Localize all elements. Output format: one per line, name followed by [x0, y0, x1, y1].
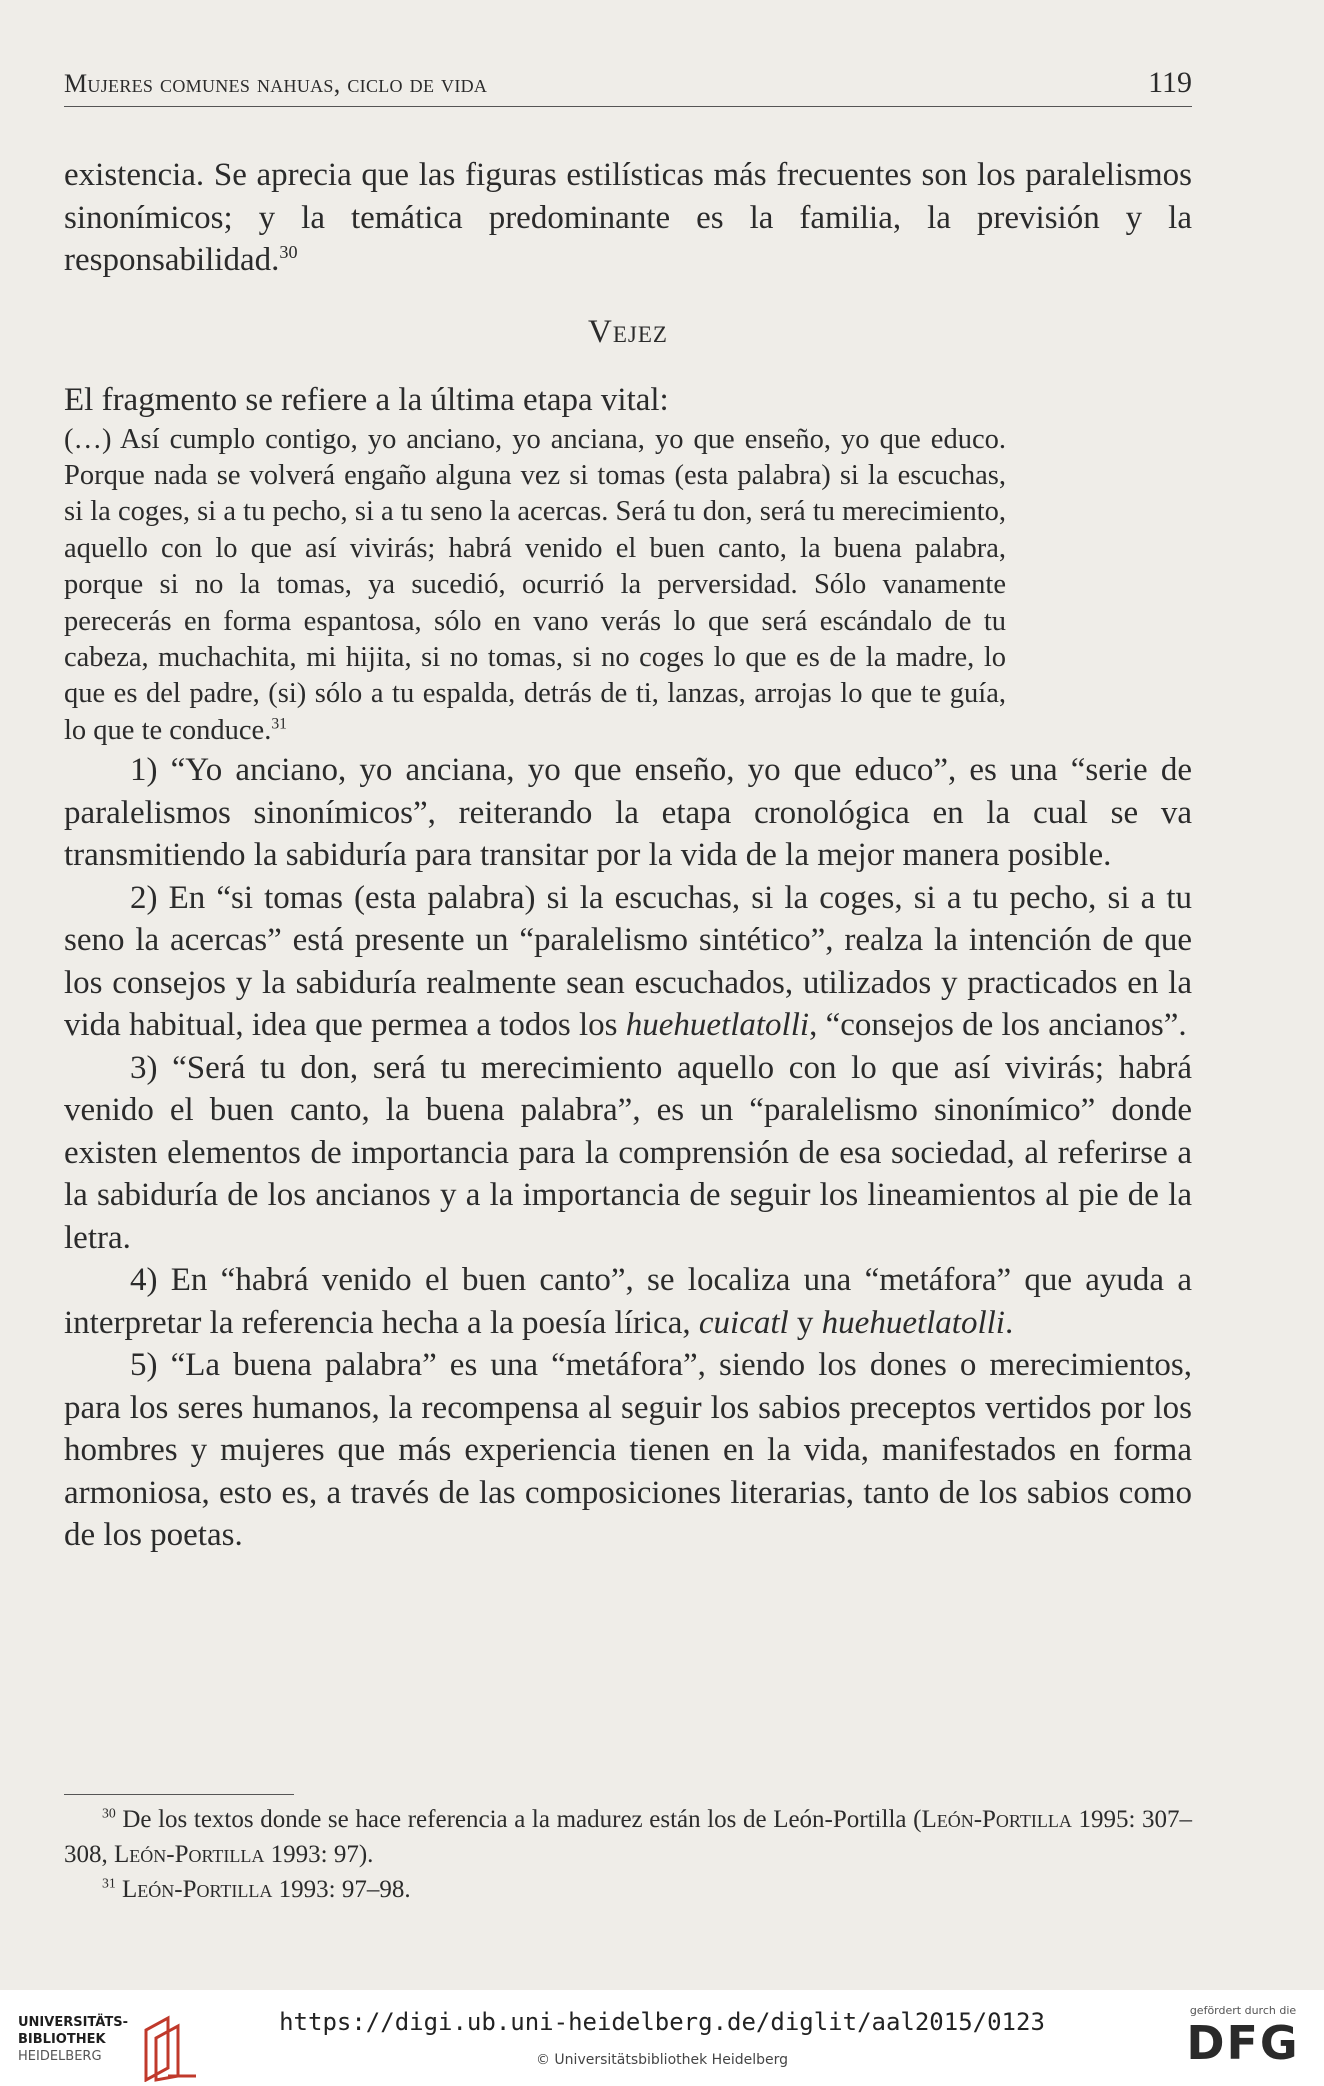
- funder-note: gefördert durch die: [1189, 2004, 1297, 2017]
- paragraph-1: 1) “Yo anciano, yo anciana, yo que enseño, yo que educo”, es una “serie de paralelismos sinonímicos”, reiterando la etapa cronológica en la cual se va transmitiendo la sabiduría para transitar por la vida de la mejor manera posible.: [64, 752, 1192, 874]
- paragraph-3: 3) “Será tu don, será tu merecimiento aquello con lo que así vivirás; habrá venido el buen canto, la buena palabra”, es un “paralelismo sinonímico” donde existen elementos de importancia para la comprensión de esa sociedad, al referirse a la sabiduría de los ancianos y a la importancia de seguir los lineamientos al pie de la letra.: [64, 1049, 1192, 1256]
- paragraph-text: 4) En “habrá venido el buen canto”, se localiza una “metáfora” que ayuda a interpretar la referencia hecha a la poesía lírica,: [64, 1262, 1192, 1341]
- digitization-footer: [0, 1990, 1324, 2086]
- footnote-number: 30: [102, 1805, 116, 1821]
- paragraph-4: [64, 1259, 1192, 1344]
- main-text: [64, 154, 1192, 1557]
- footnote-text: De los textos donde se hace referencia a la madurez están los de León-Portilla (: [115, 1806, 922, 1833]
- footnote-text: 1993: 97–98.: [272, 1876, 411, 1903]
- paragraph-5: 5) “La buena palabra” es una “metáfora”, siendo los dones o merecimientos, para los seres humanos, la recompensa al seguir los sabios preceptos vertidos por los hombres y mujeres que más experiencia tienen en la vida, manifestados en forma armoniosa, esto es, a través de las composiciones literarias, tanto de los sabios como de los poetas.: [64, 1347, 1192, 1554]
- quote-text: (…) Así cumplo contigo, yo anciano, yo anciana, yo que enseño, yo que educo. Porque nada se volverá engaño alguna vez si tomas (esta palabra) si la escuchas, si la coges, si a tu pecho, si a tu seno la acercas. Será tu don, será tu merecimiento, aquello con lo que así vivirás; habrá venido el buen canto, la buena palabra, porque si no la tomas, ya sucedió, ocurrió la perversidad. Sólo vanamente perecerás en forma espantosa, sólo en vano verás lo que será escándalo de tu cabeza, muchachita, mi hijita, si no tomas, si no coges lo que es de la madre, lo que es del padre, (si) sólo a tu espalda, detrás de ti, lanzas, arrojas lo que te guía, lo que te conduce.: [64, 423, 1006, 746]
- paragraph-continuation: [64, 154, 1192, 282]
- permalink-url[interactable]: https://digi.ub.uni-heidelberg.de/diglit/aal2015/0123: [279, 2008, 1045, 2036]
- footnote-text: 1993: 97).: [264, 1841, 374, 1868]
- footnote-number: 31: [102, 1875, 116, 1891]
- italic-term: cuicatl: [698, 1304, 789, 1341]
- italic-term: huehuetlatolli: [821, 1304, 1005, 1341]
- library-line-2: BIBLIOTHEK: [18, 2032, 106, 2047]
- page-number: 119: [1148, 66, 1192, 99]
- paragraph-2: [64, 877, 1192, 1047]
- block-quote: [64, 422, 1006, 750]
- footnote-ref-30[interactable]: 30: [279, 242, 298, 262]
- paragraph-text: 2) En “si tomas (esta palabra) si la escuchas, si la coges, si a tu pecho, si a tu seno la acercas” está presente un “paralelismo sintético”, realza la intención de que los consejos y la sabiduría realmente sean escuchados, utilizados y practicados en la vida habitual, idea que permea a todos los: [64, 879, 1192, 1044]
- italic-term: huehuetlatolli: [625, 1007, 810, 1044]
- dfg-logo[interactable]: [1178, 2004, 1308, 2074]
- section-title: Vejez: [588, 313, 668, 350]
- author-name: León-Portilla: [114, 1841, 265, 1868]
- paragraph-text: , “consejos de los ancianos”.: [809, 1007, 1187, 1044]
- running-head: Mujeres comunes nahuas, ciclo de vida: [64, 69, 488, 98]
- paragraph-text: y: [788, 1304, 822, 1341]
- footnote-rule: [64, 1794, 294, 1795]
- footnote-30: [64, 1802, 1192, 1872]
- author-name: León-Portilla: [122, 1876, 273, 1903]
- paragraph-text: .: [1004, 1304, 1014, 1341]
- footnote-text: 1995: 307–308,: [64, 1806, 1192, 1868]
- author-name: León-Portilla: [921, 1806, 1072, 1833]
- page-header: [64, 66, 1192, 107]
- library-line-1: UNIVERSITÄTS-: [18, 2015, 128, 2030]
- footnote-ref-31[interactable]: 31: [271, 715, 287, 733]
- footnote-31: [64, 1872, 1192, 1907]
- library-line-3: HEIDELBERG: [18, 2049, 102, 2064]
- intro-paragraph: El fragmento se refiere a la última etapa vital:: [64, 382, 669, 418]
- dfg-wordmark: DFG: [1186, 2016, 1300, 2070]
- copyright-notice: © Universitätsbibliothek Heidelberg: [535, 2052, 788, 2068]
- footnotes: [64, 1802, 1192, 1907]
- paragraph-text: existencia. Se aprecia que las figuras estilísticas más frecuentes son los paralelismos sinonímicos; y la temática predominante es la familia, la previsión y la responsabilidad.: [64, 157, 1192, 278]
